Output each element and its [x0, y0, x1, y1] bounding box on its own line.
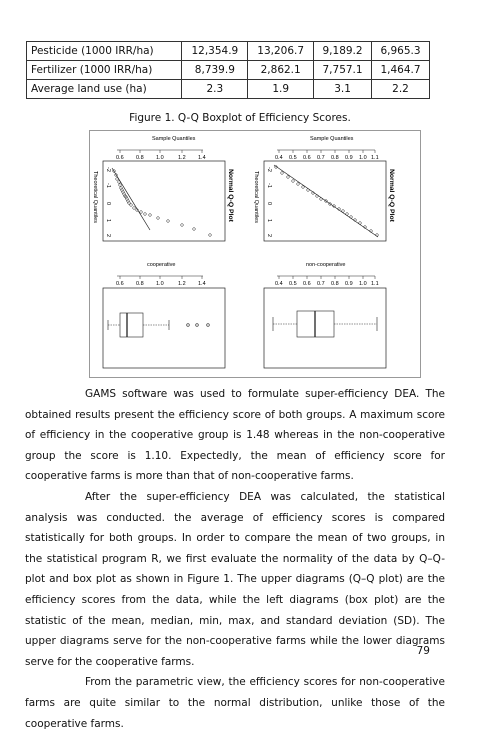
svg-text:-1: -1	[266, 183, 272, 188]
cell: 12,354.9	[182, 42, 248, 61]
svg-text:0.8: 0.8	[136, 281, 144, 287]
svg-text:-1: -1	[105, 183, 111, 188]
svg-text:0.4: 0.4	[275, 281, 283, 287]
figure-svg	[90, 131, 420, 377]
svg-text:0.6: 0.6	[303, 281, 311, 287]
cell: 8,739.9	[182, 61, 248, 80]
right-qq-frame	[264, 161, 386, 241]
svg-text:1: 1	[105, 219, 111, 223]
cell: 2.2	[372, 80, 430, 99]
cell: 6,965.3	[372, 42, 430, 61]
svg-text:1.0: 1.0	[156, 281, 164, 287]
paragraph: After the super-efficiency DEA was calculated, the statistical analysis was conducted. the average of efficiency scores is compared statistically for both groups. In order to compare the mean of two groups, in the statistical program R, we first evaluate the normality of the data by Q–Q-plot and box plot as shown in Figure 1. The upper diagrams (Q–Q plot) are the efficiency scores from the data, while the left diagrams (box plot) are the statistic of the mean, median, min, max, and standard deviation (SD). The upper diagrams serve for the non-cooperative farms while the lower diagrams serve for the cooperative farms.	[25, 490, 445, 668]
paragraph: GAMS software was used to formulate super-efficiency DEA. The obtained results present the efficiency score of both groups. A maximum score of efficiency in the cooperative group is 1.48 whereas in the non-cooperative group the score is 1.10. Expectedly, the mean of efficiency score for cooperative farms is more than that of non-cooperative farms.	[25, 388, 445, 483]
svg-text:0.7: 0.7	[317, 281, 325, 287]
cell: 1,464.7	[372, 61, 430, 80]
right-qq-xticks	[275, 150, 379, 161]
svg-text:0: 0	[266, 202, 272, 206]
svg-text:0.8: 0.8	[331, 281, 339, 287]
left-qq-yticks	[105, 167, 111, 237]
svg-text:0.6: 0.6	[116, 281, 124, 287]
svg-text:1.0: 1.0	[359, 281, 367, 287]
svg-text:2: 2	[105, 234, 111, 238]
svg-text:0.4: 0.4	[275, 155, 283, 161]
svg-text:1.2: 1.2	[178, 281, 186, 287]
svg-text:0.5: 0.5	[289, 281, 297, 287]
page-number: 79	[416, 645, 430, 657]
right-qq-yticks	[266, 167, 272, 237]
non-cooperative-label: non-cooperative	[306, 262, 346, 268]
right-qq-reference-line	[274, 165, 378, 237]
qq-boxplot-figure	[89, 130, 421, 378]
table-row	[27, 61, 430, 80]
x-tick: 1.2	[178, 155, 186, 161]
left-box-frame	[103, 288, 225, 368]
left-qq-points	[113, 170, 212, 237]
row-label: Average land use (ha)	[27, 80, 182, 99]
cell: 1.9	[248, 80, 314, 99]
svg-text:1.4: 1.4	[198, 281, 206, 287]
right-theoretical-quantiles-label: Theoretical Quantiles	[253, 171, 259, 223]
svg-text:2: 2	[266, 234, 272, 238]
cell: 7,757.1	[314, 61, 372, 80]
x-tick: 1.0	[156, 155, 164, 161]
right-box-xticks	[275, 276, 379, 287]
paragraph: From the parametric view, the efficiency scores for non-cooperative farms are quite similar to the normal distribution, unlike those of the cooperative farms.	[25, 676, 445, 730]
table-row	[27, 42, 430, 61]
non-cooperative-boxplot	[273, 311, 377, 337]
row-label: Pesticide (1000 IRR/ha)	[27, 42, 182, 61]
cell: 13,206.7	[248, 42, 314, 61]
cell: 2,862.1	[248, 61, 314, 80]
x-tick: 1.4	[198, 155, 206, 161]
data-table	[26, 41, 430, 99]
svg-text:0.7: 0.7	[317, 155, 325, 161]
svg-text:0.9: 0.9	[345, 155, 353, 161]
svg-text:1.0: 1.0	[359, 155, 367, 161]
cell: 3.1	[314, 80, 372, 99]
svg-text:1.1: 1.1	[371, 155, 379, 161]
left-sample-quantiles-label: Sample Quantiles	[152, 136, 196, 142]
x-tick: 0.8	[136, 155, 144, 161]
cooperative-boxplot	[108, 313, 209, 337]
right-box-frame	[264, 288, 386, 368]
left-box-xticks	[116, 276, 206, 287]
svg-text:-2: -2	[266, 167, 272, 172]
cooperative-label: cooperative	[147, 262, 176, 268]
figure-caption: Figure 1. Q-Q Boxplot of Efficiency Scores.	[129, 112, 351, 124]
right-normal-qq-label: Normal Q-Q Plot	[388, 169, 395, 222]
left-qq-frame	[103, 161, 225, 241]
svg-text:1: 1	[266, 219, 272, 223]
svg-text:0.6: 0.6	[303, 155, 311, 161]
row-label: Fertilizer (1000 IRR/ha)	[27, 61, 182, 80]
svg-text:0.9: 0.9	[345, 281, 353, 287]
cell: 9,189.2	[314, 42, 372, 61]
left-qq-reference-line	[112, 168, 150, 230]
table-row	[27, 80, 430, 99]
left-normal-qq-label: Normal Q-Q Plot	[227, 169, 234, 222]
svg-text:0: 0	[105, 202, 111, 206]
cell: 2.3	[182, 80, 248, 99]
right-sample-quantiles-label: Sample Quantiles	[310, 136, 354, 142]
svg-text:0.5: 0.5	[289, 155, 297, 161]
left-theoretical-quantiles-label: Theoretical Quantiles	[92, 171, 98, 223]
svg-text:-2: -2	[105, 167, 111, 172]
svg-text:0.8: 0.8	[331, 155, 339, 161]
left-qq-xticks	[116, 150, 206, 161]
x-tick: 0.6	[116, 155, 124, 161]
svg-text:1.1: 1.1	[371, 281, 379, 287]
